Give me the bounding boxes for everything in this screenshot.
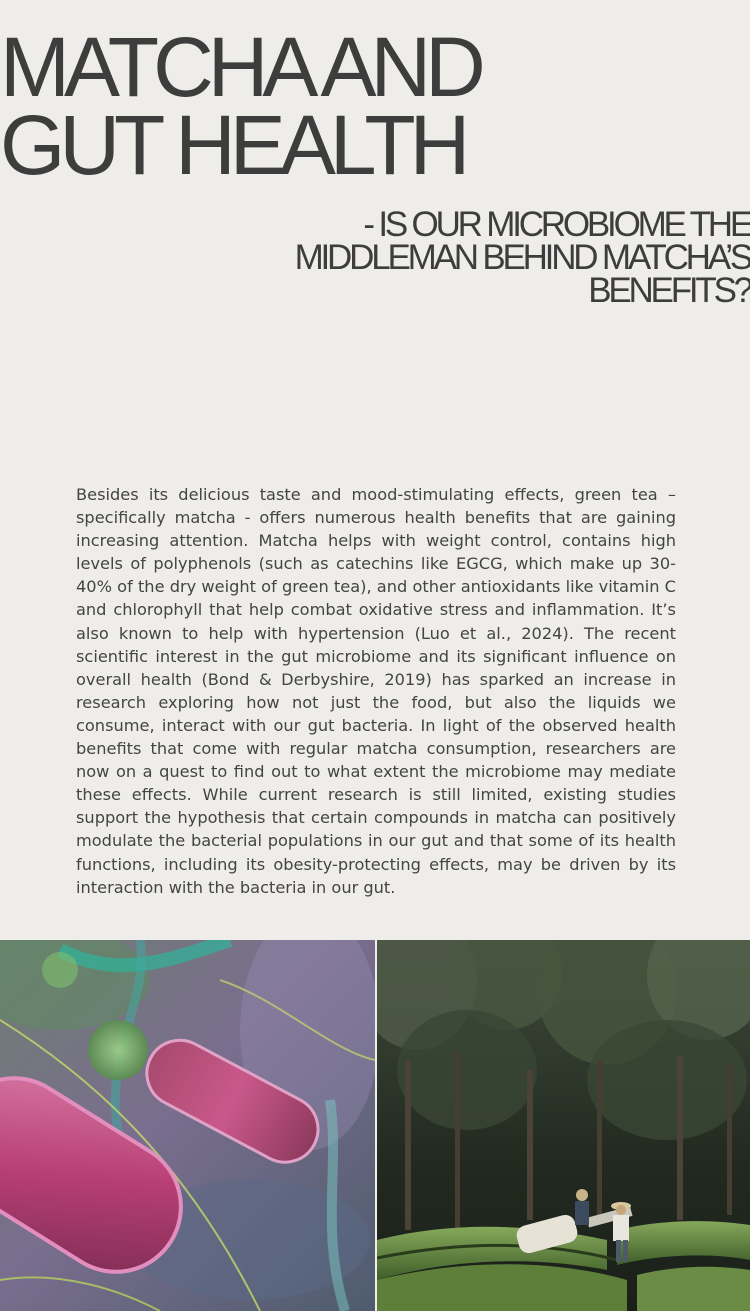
article-title [0, 20, 480, 192]
article-body: Besides its delicious taste and mood-stimulating effects, green tea – specifically matcha - offers numerous health benefits that are gaining increasing attention. Matcha helps with weight control, contains high levels of polyphenols (such as catechins like EGCG, which make up 30-40% of the dry weight of green tea), and other antioxidants like vitamin C and chlorophyll that help combat oxidative stress and inflammation. It’s also known to help with hypertension (Luo et al., 2024). The recent scientific interest in the gut microbiome and its significant influence on overall health (Bond & Derbyshire, 2019) has sparked an increase in research exploring how not just the food, but also the liquids we consume, interact with our gut bacteria. In light of the observed health benefits that come with regular matcha consumption, researchers are now on a quest to find out to what extent the microbiome may mediate these effects. While current research is still limited, existing studies support the hypothesis that certain compounds in matcha can positively modulate the bacterial populations in our gut and that some of its health functions, including its obesity-protecting effects, may be driven by its interaction with the bacteria in our gut. [76, 485, 676, 897]
bacteria-illustration [0, 940, 375, 1311]
title-line-2: GUT HEALTH [0, 98, 465, 192]
bacteria-illustration-art [0, 940, 375, 1311]
subtitle-line-3: BENEFITS? [588, 271, 750, 310]
article-subtitle [294, 205, 750, 310]
subtitle-line-1: - IS OUR MICROBIOME THE [363, 205, 750, 244]
title-line-1: MATCHA AND [0, 20, 480, 114]
image-strip [0, 940, 750, 1311]
tea-field-photo [377, 940, 750, 1311]
subtitle-line-2: MIDDLEMAN BEHIND MATCHA’S [294, 238, 750, 277]
tea-field-photo-art [377, 940, 750, 1311]
